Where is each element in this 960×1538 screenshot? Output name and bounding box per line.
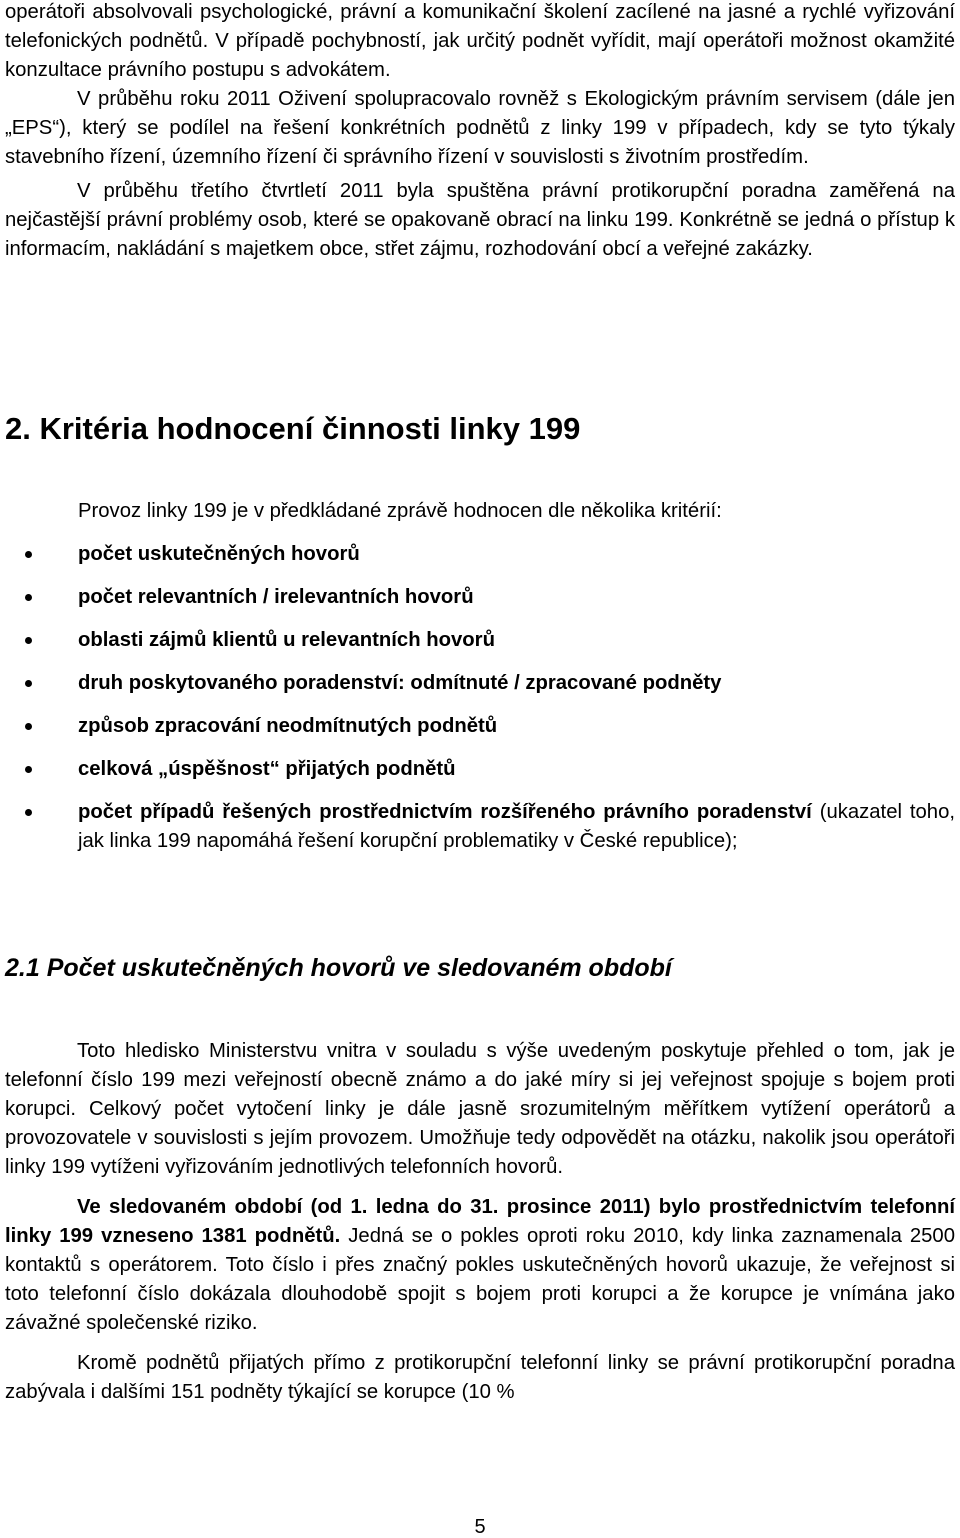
section-2-heading: 2. Kritéria hodnocení činnosti linky 199 [5,411,581,446]
bullet-icon [25,766,32,773]
paragraph-operators-training: operátoři absolvovali psychologické, právní a komunikační školení zacílené na jasné a rychlé vyřizování telefonických podnětů. V případě pochybností, jak určitý podnět vyřídit, mají operátoři možnost okamžité konzultace právního postupu s advokátem. [5,1,955,81]
page-number: 5 [474,1516,486,1538]
paragraph-ministry-overview: Toto hledisko Ministerstvu vnitra v souladu s výše uvedeným poskytuje přehled o tom, jak je telefonní číslo 199 mezi veřejností obecně známo a do jaké míry si jej veřejnost spojuje s bojem proti korupci. Celkový počet vytočení linky je dále jasně srozumitelným měřítkem vytížení operátorů a provozovatele v souvislosti s jejím provozem. Umožňuje tedy odpovědět na otázku, nakolik jsou operátoři linky 199 vytíženi vyřizováním jednotlivých telefonních hovorů. [5,1040,955,1178]
bullet-icon [25,594,32,601]
list-item: oblasti zájmů klientů u relevantních hovorů [5,626,955,655]
bullet-icon [25,680,32,687]
page-content [5,0,955,1403]
paragraph-call-count: Ve sledovaném období (od 1. ledna do 31. prosince 2011) bylo prostřednictvím telefonní linky 199 vzneseno 1381 podnětů. Jedná se o pokles oproti roku 2010, kdy linka zaznamenala 2500 kontaktů s operátorem. Toto číslo i přes značný pokles uskutečněných hovorů ukazuje, že veřejnost si toto telefonní číslo dokázala dlouhodobě spojit s bojem proti korupci a že korupce je vnímána jako závažné společenské riziko. [5,1196,955,1334]
bullet-icon [25,809,32,816]
list-item: druh poskytovaného poradenství: odmítnuté / zpracované podněty [5,669,955,698]
paragraph-legal-advisory: V průběhu třetího čtvrtletí 2011 byla spuštěna právní protikorupční poradna zaměřená na nejčastější právní problémy osob, které se opakovaně obrací na linku 199. Konkrétně se jedná o přístup k informacím, nakládání s majetkem obce, střet zájmu, rozhodování obcí a veřejné zakázky. [5,180,955,260]
paragraph-eps-cooperation: V průběhu roku 2011 Oživení spolupracovalo rovněž s Ekologickým právním servisem (dále jen „EPS“), který se podílel na řešení konkrétních podnětů z linky 199 v případech, kdy se tyto týkaly stavebního řízení, územního řízení či správního řízení v souvislosti s životním prostředím. [5,88,955,168]
section-2-1-body [5,1037,955,1407]
bullet-icon [25,723,32,730]
paragraph-other-submissions: Kromě podnětů přijatých přímo z protikorupční telefonní linky se právní protikorupční poradna zabývala i dalšími 151 podněty týkající se korupce (10 % [5,1352,955,1403]
bullet-icon [25,637,32,644]
list-item: způsob zpracování neodmítnutých podnětů [5,712,955,741]
list-item: počet uskutečněných hovorů [5,540,955,569]
section-2-1-heading: 2.1 Počet uskutečněných hovorů ve sledovaném období [5,954,672,982]
list-item: počet relevantních / irelevantních hovorů [5,583,955,612]
criteria-intro: Provoz linky 199 je v předkládané zprávě hodnocen dle několika kritérií: [78,500,722,522]
list-item: celková „úspěšnost“ přijatých podnětů [5,755,955,784]
bullet-icon [25,551,32,558]
list-item: počet případů řešených prostřednictvím rozšířeného právního poradenství (ukazatel toho, jak linka 199 napomáhá řešení korupční problematiky v České republice); [5,798,955,856]
criteria-list [5,540,955,870]
